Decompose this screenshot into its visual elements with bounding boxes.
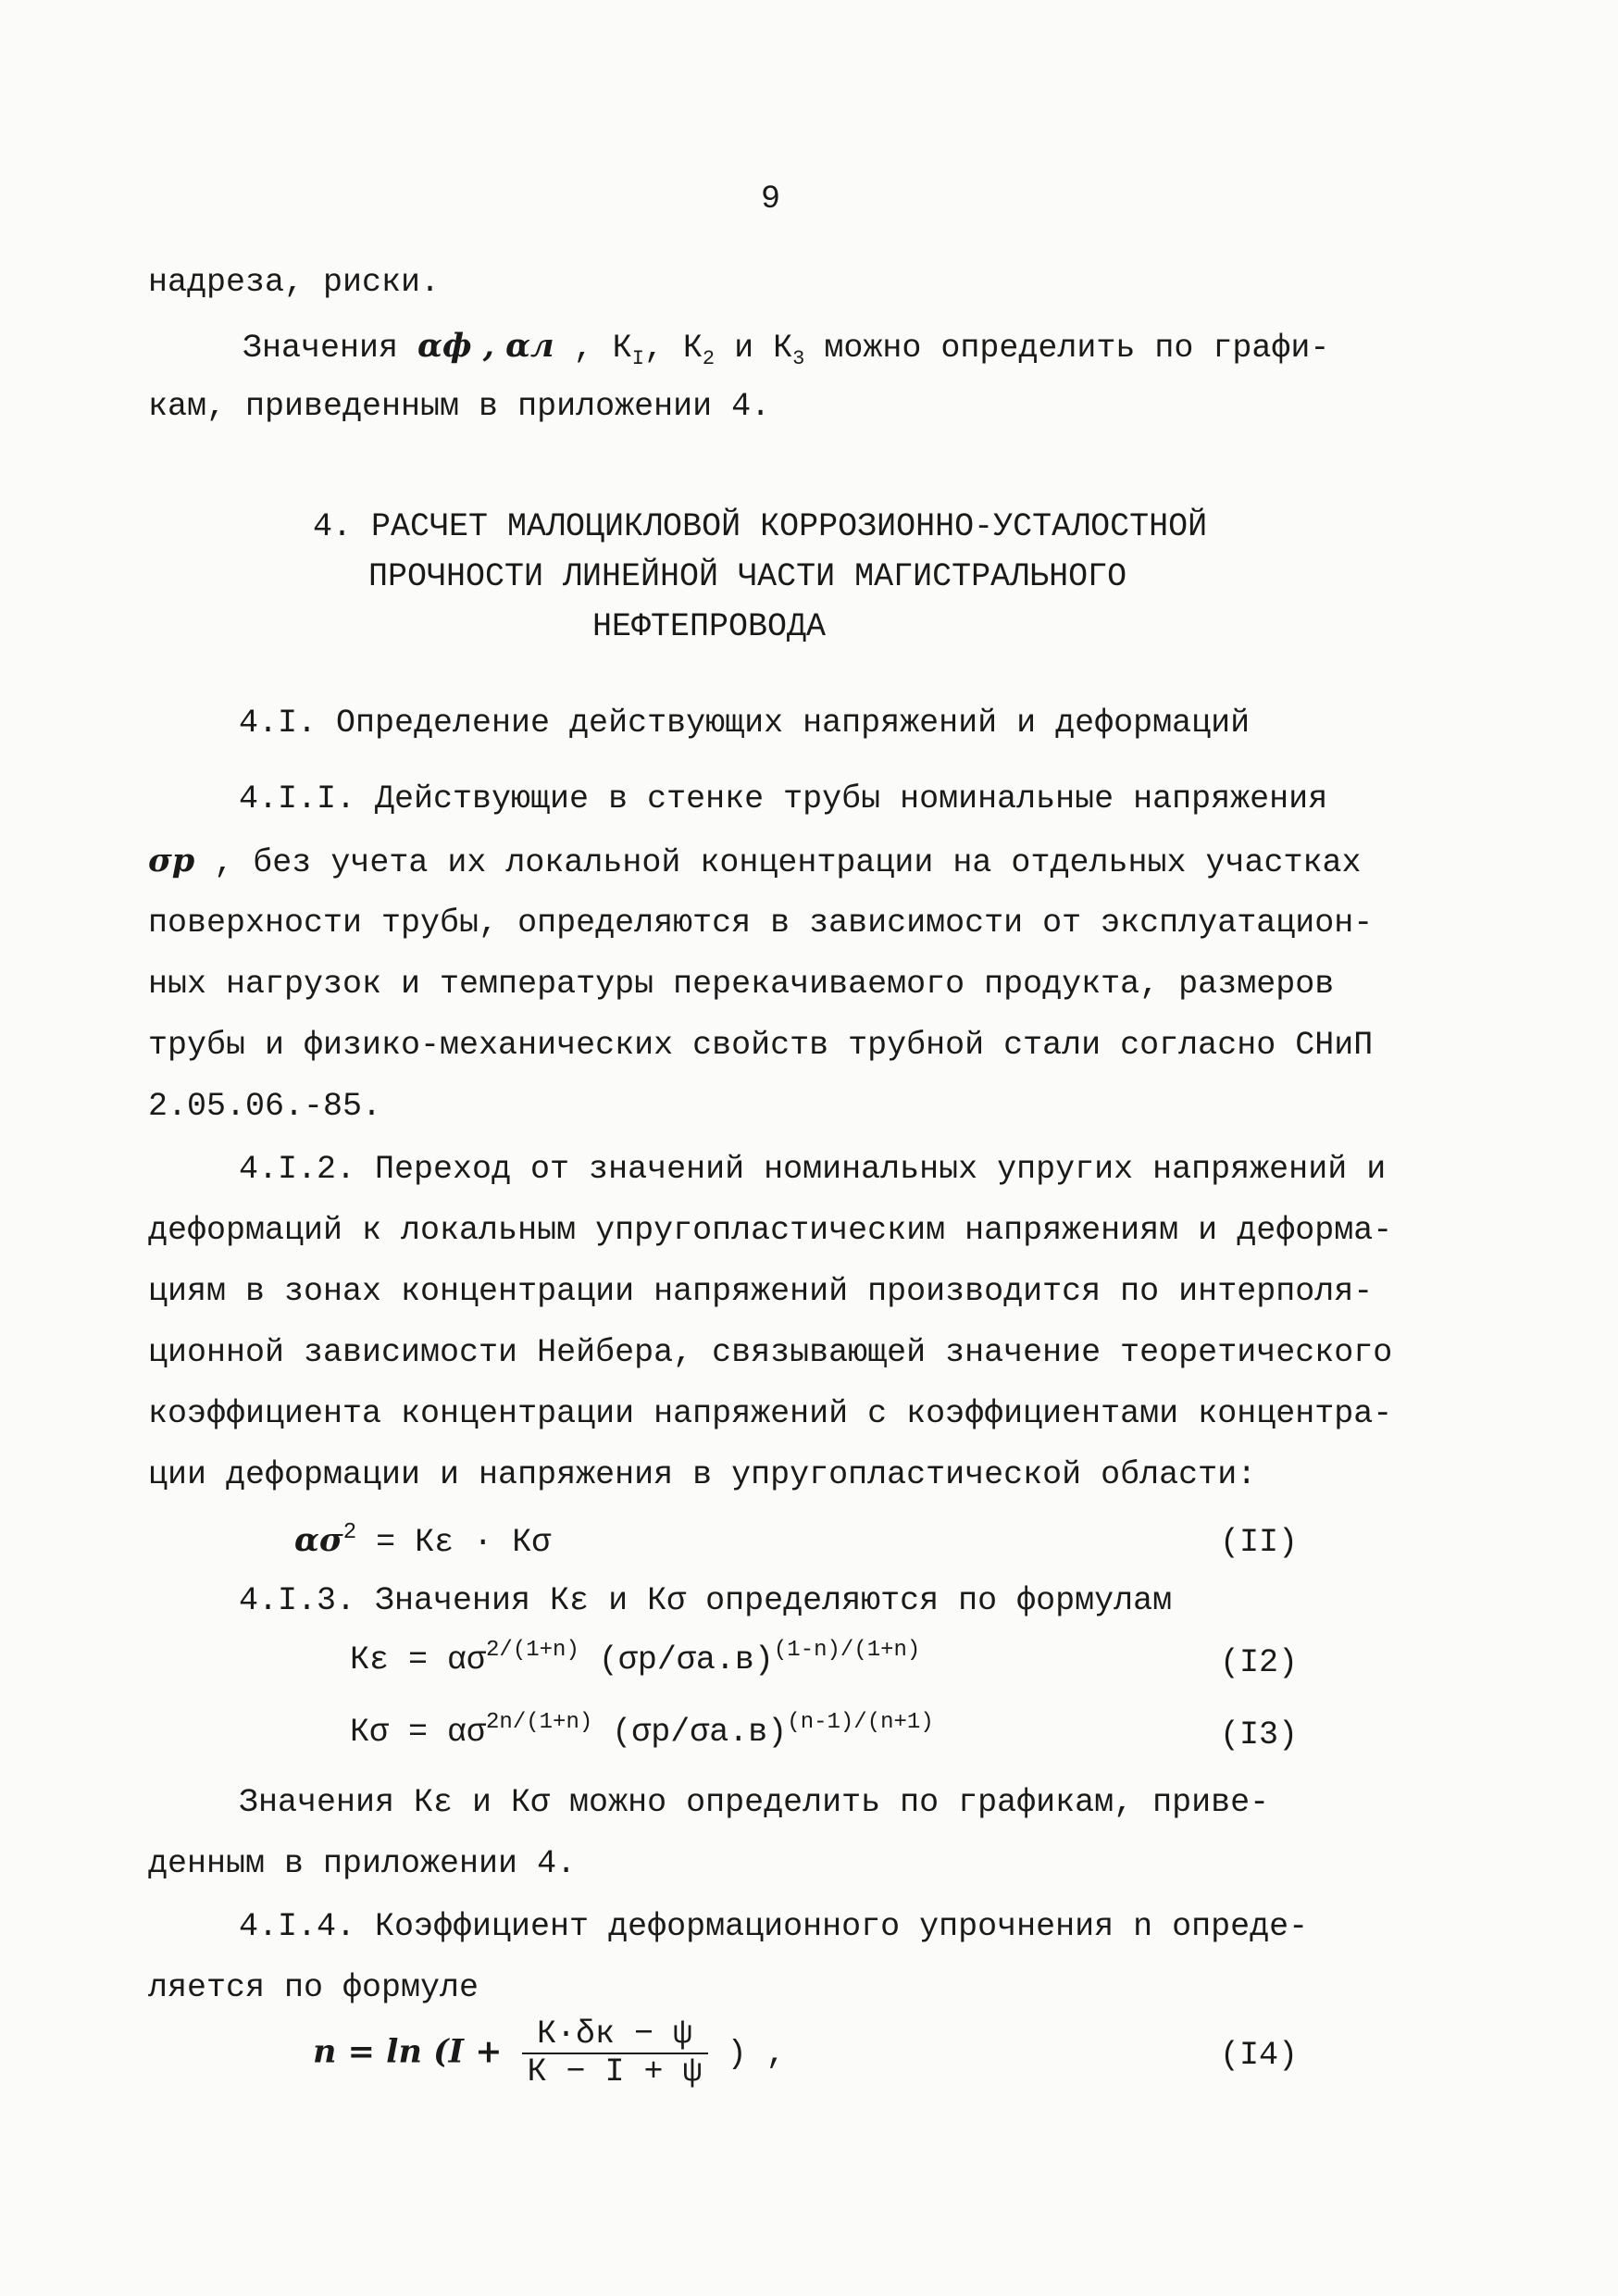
eq13-power: (n-1)/(n+1) (787, 1710, 934, 1735)
k2-subscript: 2 (702, 347, 716, 370)
section-title-line-1: 4. РАСЧЕТ МАЛОЦИКЛОВОЙ КОРРОЗИОННО-УСТАЛОСТНОЙ (313, 508, 1208, 545)
after-eq-line-1: Значения Кε и Кσ можно определить по графикам, приве- (239, 1784, 1270, 1821)
eq11-lhs: ασ (294, 1521, 343, 1559)
eq13-exponent: 2n/(1+n) (486, 1710, 593, 1735)
p414-line-1: 4.I.4. Коэффициент деформационного упрочнения n опреде- (239, 1908, 1309, 1945)
intro-line-3: кам, приведенным в приложении 4. (148, 388, 771, 425)
eq14-denominator: К − I + ψ (527, 2053, 703, 2090)
after-eq-line-2: денным в приложении 4. (148, 1845, 577, 1882)
p412-line-2: деформаций к локальным упругопластическим напряжениям и деформа- (148, 1212, 1393, 1249)
p412-line-3: циям в зонах концентрации напряжений производится по интерполя- (148, 1273, 1374, 1310)
intro-line-1: надреза, риски. (148, 264, 441, 301)
intro-text: , К (573, 330, 632, 367)
eq11-superscript: 2 (342, 1520, 357, 1545)
equation-12-number: (I2) (1220, 1644, 1299, 1681)
eq13-ratio: (σр/σа.в) (612, 1714, 788, 1751)
intro-text: , К (643, 330, 703, 367)
eq14-numerator: К·δк − ψ (522, 2018, 708, 2054)
section-title-line-3: НЕФТЕПРОВОДА (592, 608, 827, 645)
eq12-power: (1-n)/(1+n) (773, 1638, 921, 1663)
intro-line-2 (243, 327, 1330, 370)
eq14-lhs: n = ln (I + (313, 2032, 503, 2071)
equation-13 (350, 1710, 934, 1751)
alpha-symbols: αф , αл (417, 327, 554, 365)
p411-text: , без учета их локальной концентрации на отдельных участках (214, 844, 1362, 881)
equation-11-number: (II) (1220, 1524, 1299, 1561)
eq12-ratio: (σр/σа.в) (598, 1641, 774, 1678)
subsection-4-1: 4.I. Определение действующих напряжений и деформаций (239, 705, 1251, 742)
section-title-line-2: ПРОЧНОСТИ ЛИНЕЙНОЙ ЧАСТИ МАГИСТРАЛЬНОГО (368, 558, 1127, 595)
p412-line-6: ции деформации и напряжения в упругопластической области: (148, 1456, 1257, 1493)
eq14-fraction (522, 2015, 708, 2090)
equation-14-number: (I4) (1220, 2037, 1299, 2074)
eq13-lhs: Кσ = ασ (350, 1714, 487, 1751)
k1-subscript: I (631, 347, 644, 370)
equation-13-number: (I3) (1220, 1716, 1299, 1753)
p411-line-3: поверхности трубы, определяются в зависимости от эксплуатацион- (148, 905, 1374, 942)
p412-line-4: ционной зависимости Нейбера, связывающей значение теоретического (148, 1334, 1393, 1371)
equation-11 (294, 1520, 552, 1561)
eq11-rhs: = Кε · Кσ (376, 1524, 552, 1561)
intro-text: можно определить по графи- (804, 330, 1330, 367)
intro-text: Значения (243, 330, 399, 367)
p411-line-6: 2.05.06.-85. (148, 1088, 382, 1125)
p411-line-1: 4.I.I. Действующие в стенке трубы номинальные напряжения (239, 780, 1328, 817)
p412-line-1: 4.I.2. Переход от значений номинальных упругих напряжений и (239, 1151, 1387, 1188)
p411-line-2 (148, 844, 1362, 880)
p411-line-5: трубы и физико-механических свойств трубной стали согласно СНиП (148, 1027, 1374, 1064)
p413: 4.I.3. Значения Кε и Кσ определяются по формулам (239, 1582, 1173, 1619)
eq12-exponent: 2/(1+n) (486, 1638, 579, 1663)
intro-text: и К (715, 330, 793, 367)
sigma-p-symbol: σр (148, 842, 195, 880)
equation-14 (313, 2015, 786, 2090)
equation-12 (350, 1638, 921, 1678)
p412-line-5: коэффициента концентрации напряжений с коэффициентами концентра- (148, 1395, 1393, 1432)
page-number: 9 (761, 181, 781, 218)
p414-line-2: ляется по формуле (148, 1969, 479, 2006)
p411-line-4: ных нагрузок и температуры перекачиваемого продукта, размеров (148, 966, 1335, 1003)
eq12-lhs: Кε = ασ (350, 1641, 487, 1678)
eq14-tail: ) , (727, 2035, 786, 2073)
k3-subscript: 3 (792, 347, 805, 370)
